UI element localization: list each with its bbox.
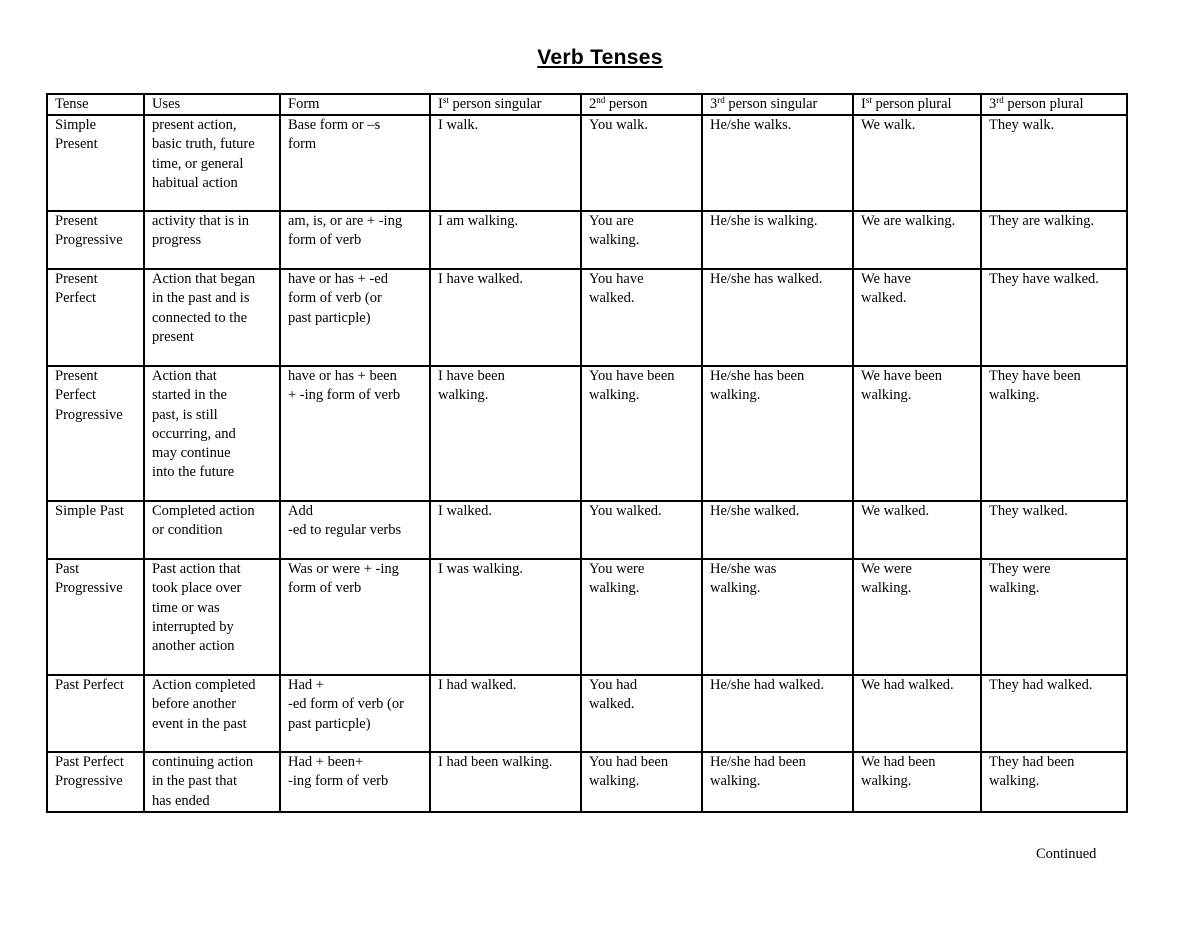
cell-text-line: They had walked. <box>989 677 1093 694</box>
cell-text-line: progress <box>152 232 202 249</box>
cell-text-line: Past Perfect <box>55 754 124 771</box>
header-text: Form <box>288 96 320 112</box>
cell-text-line: connected to the <box>152 309 248 326</box>
cell-text-line: walking. <box>438 387 489 404</box>
cell-text-line: Base form or –s <box>288 117 381 134</box>
table-cell-uses <box>144 501 280 559</box>
table-row <box>47 559 1127 675</box>
header-text: Tense <box>55 96 89 112</box>
cell-text-line: walking. <box>589 387 640 404</box>
cell-text-line: Action that began <box>152 271 256 288</box>
table-cell-third-person-plural <box>981 559 1127 675</box>
table-cell-uses <box>144 675 280 752</box>
cell-text-line: We have been <box>861 368 942 385</box>
cell-text-line: Had + <box>288 677 324 694</box>
cell-text-line: habitual action <box>152 174 238 191</box>
cell-text-line: walked. <box>861 290 907 307</box>
cell-text-line: They have walked. <box>989 271 1099 288</box>
cell-text-line: occurring, and <box>152 425 236 442</box>
cell-text-line: am, is, or are + -ing <box>288 213 403 230</box>
cell-text-line: I walk. <box>438 117 479 134</box>
cell-text-line: They were <box>989 561 1051 578</box>
cell-text-line: walking. <box>861 387 912 404</box>
cell-text-line: We had been <box>861 754 936 771</box>
cell-text-line: walking. <box>989 580 1040 597</box>
cell-text-line: You had been <box>589 754 669 771</box>
table-cell-second-person <box>581 501 702 559</box>
cell-text-line: -ed form of verb (or <box>288 696 404 713</box>
table-cell-uses <box>144 269 280 366</box>
header-superscript: rd <box>996 95 1004 105</box>
table-cell-tense <box>47 115 144 211</box>
cell-text-line: form <box>288 136 317 153</box>
table-cell-third-person-plural <box>981 501 1127 559</box>
header-text: 3 <box>710 96 718 112</box>
cell-text-line: present <box>152 328 194 345</box>
cell-text-line: past particple) <box>288 715 371 732</box>
table-cell-third-person-plural <box>981 675 1127 752</box>
cell-text-line: We have <box>861 271 911 288</box>
table-cell-uses <box>144 211 280 269</box>
table-cell-third-person-plural <box>981 115 1127 211</box>
table-cell-first-person-singular <box>430 269 581 366</box>
table-cell-first-person-singular <box>430 211 581 269</box>
cell-text-line: He/she walks. <box>710 117 792 134</box>
cell-text-line: Simple <box>55 117 97 134</box>
table-cell-form <box>280 366 430 501</box>
table-cell-third-person-plural <box>981 269 1127 366</box>
column-header-tense <box>47 94 144 115</box>
table-cell-second-person <box>581 115 702 211</box>
page-title: Verb Tenses <box>537 46 663 69</box>
cell-text-line: Add <box>288 503 313 520</box>
cell-text-line: into the future <box>152 464 235 481</box>
cell-text-line: + -ing form of verb <box>288 387 401 404</box>
table-row <box>47 366 1127 501</box>
table-cell-first-person-singular <box>430 675 581 752</box>
table-cell-form <box>280 675 430 752</box>
table-row <box>47 115 1127 211</box>
cell-text-line: Progressive <box>55 232 123 249</box>
cell-text-line: I have walked. <box>438 271 523 288</box>
table-cell-first-person-singular <box>430 115 581 211</box>
cell-text-line: may continue <box>152 445 231 462</box>
cell-text-line: He/she is walking. <box>710 213 818 230</box>
cell-text-line: He/she walked. <box>710 503 800 520</box>
header-superscript: rd <box>717 95 725 105</box>
cell-text-line: Perfect <box>55 387 97 404</box>
cell-text-line: Past action that <box>152 561 241 578</box>
header-text: person plural <box>1003 96 1084 112</box>
column-header-third-person-singular <box>702 94 853 115</box>
cell-text-line: Present <box>55 368 98 385</box>
table-cell-uses <box>144 115 280 211</box>
cell-text-line: walking. <box>861 773 912 790</box>
cell-text-line: have or has + -ed <box>288 271 388 288</box>
cell-text-line: Perfect <box>55 290 97 307</box>
column-header-form <box>280 94 430 115</box>
table-cell-third-person-plural <box>981 211 1127 269</box>
table-cell-first-person-plural <box>853 269 981 366</box>
table-cell-tense <box>47 211 144 269</box>
table-cell-form <box>280 115 430 211</box>
cell-text-line: walking. <box>989 773 1040 790</box>
table-cell-third-person-singular <box>702 211 853 269</box>
verb-tenses-table <box>46 93 1128 813</box>
cell-text-line: He/she has been <box>710 368 805 385</box>
table-cell-first-person-singular <box>430 752 581 812</box>
cell-text-line: have or has + been <box>288 368 397 385</box>
cell-text-line: walking. <box>861 580 912 597</box>
table-cell-second-person <box>581 269 702 366</box>
cell-text-line: walking. <box>589 232 640 249</box>
header-text: 2 <box>589 96 597 112</box>
cell-text-line: I was walking. <box>438 561 523 578</box>
table-cell-tense <box>47 366 144 501</box>
cell-text-line: -ing form of verb <box>288 773 389 790</box>
table-cell-second-person <box>581 752 702 812</box>
cell-text-line: We walked. <box>861 503 930 520</box>
table-cell-third-person-singular <box>702 501 853 559</box>
header-text: 3 <box>989 96 997 112</box>
cell-text-line: or condition <box>152 522 223 539</box>
table-cell-uses <box>144 752 280 812</box>
cell-text-line: walking. <box>589 773 640 790</box>
cell-text-line: time or was <box>152 599 220 616</box>
table-cell-uses <box>144 559 280 675</box>
table-cell-form <box>280 752 430 812</box>
cell-text-line: Past <box>55 561 80 578</box>
cell-text-line: walking. <box>710 773 761 790</box>
table-cell-tense <box>47 675 144 752</box>
cell-text-line: walking. <box>989 387 1040 404</box>
table-cell-third-person-singular <box>702 559 853 675</box>
cell-text-line: He/she was <box>710 561 777 578</box>
cell-text-line: Present <box>55 136 98 153</box>
cell-text-line: another action <box>152 638 235 655</box>
cell-text-line: We walk. <box>861 117 916 134</box>
cell-text-line: Past Perfect <box>55 677 124 694</box>
cell-text-line: He/she has walked. <box>710 271 823 288</box>
cell-text-line: You walk. <box>589 117 648 134</box>
cell-text-line: Simple Past <box>55 503 124 520</box>
cell-text-line: walking. <box>710 387 761 404</box>
table-cell-first-person-plural <box>853 366 981 501</box>
cell-text-line: Completed action <box>152 503 255 520</box>
table-cell-first-person-plural <box>853 675 981 752</box>
cell-text-line: in the past that <box>152 773 237 790</box>
header-superscript: st <box>442 95 449 105</box>
cell-text-line: present action, <box>152 117 237 134</box>
table-cell-first-person-plural <box>853 115 981 211</box>
cell-text-line: form of verb <box>288 580 362 597</box>
cell-text-line: He/she had walked. <box>710 677 824 694</box>
column-header-uses <box>144 94 280 115</box>
continued-note: Continued <box>1036 846 1097 862</box>
cell-text-line: Progressive <box>55 580 123 597</box>
cell-text-line: walked. <box>589 696 635 713</box>
cell-text-line: in the past and is <box>152 290 250 307</box>
cell-text-line: I walked. <box>438 503 492 520</box>
cell-text-line: -ed to regular verbs <box>288 522 402 539</box>
header-text: person singular <box>448 96 542 112</box>
cell-text-line: past particple) <box>288 309 371 326</box>
table-cell-first-person-singular <box>430 366 581 501</box>
cell-text-line: He/she had been <box>710 754 806 771</box>
table-cell-form <box>280 559 430 675</box>
cell-text-line: walking. <box>589 580 640 597</box>
table-row <box>47 675 1127 752</box>
cell-text-line: has ended <box>152 792 210 809</box>
cell-text-line: They walk. <box>989 117 1055 134</box>
cell-text-line: We are walking. <box>861 213 956 230</box>
cell-text-line: They walked. <box>989 503 1068 520</box>
table-cell-form <box>280 501 430 559</box>
table-cell-third-person-singular <box>702 115 853 211</box>
table-cell-third-person-plural <box>981 752 1127 812</box>
column-header-first-person-singular <box>430 94 581 115</box>
cell-text-line: We had walked. <box>861 677 954 694</box>
cell-text-line: They are walking. <box>989 213 1095 230</box>
header-text: I <box>861 96 866 112</box>
header-text: person <box>605 96 648 112</box>
cell-text-line: time, or general <box>152 155 244 172</box>
table-row <box>47 752 1127 812</box>
cell-text-line: interrupted by <box>152 618 234 635</box>
table-cell-form <box>280 211 430 269</box>
cell-text-line: Action that <box>152 368 217 385</box>
table-cell-first-person-plural <box>853 559 981 675</box>
table-row <box>47 211 1127 269</box>
table-row <box>47 501 1127 559</box>
cell-text-line: I had been walking. <box>438 754 553 771</box>
cell-text-line: They had been <box>989 754 1075 771</box>
cell-text-line: Was or were + -ing <box>288 561 399 578</box>
cell-text-line: started in the <box>152 387 227 404</box>
cell-text-line: You were <box>589 561 645 578</box>
cell-text-line: continuing action <box>152 754 254 771</box>
table-cell-third-person-singular <box>702 752 853 812</box>
column-header-first-person-plural <box>853 94 981 115</box>
cell-text-line: You have <box>589 271 644 288</box>
table-cell-form <box>280 269 430 366</box>
table-cell-third-person-singular <box>702 269 853 366</box>
table-cell-first-person-plural <box>853 752 981 812</box>
cell-text-line: form of verb (or <box>288 290 382 307</box>
table-cell-third-person-plural <box>981 366 1127 501</box>
cell-text-line: You have been <box>589 368 675 385</box>
header-text: person plural <box>871 96 952 112</box>
cell-text-line: We were <box>861 561 912 578</box>
table-cell-second-person <box>581 675 702 752</box>
table-cell-second-person <box>581 366 702 501</box>
table-cell-first-person-singular <box>430 501 581 559</box>
cell-text-line: You are <box>589 213 634 230</box>
column-header-third-person-plural <box>981 94 1127 115</box>
cell-text-line: walking. <box>710 580 761 597</box>
table-cell-tense <box>47 559 144 675</box>
table-cell-tense <box>47 501 144 559</box>
table-row <box>47 269 1127 366</box>
cell-text-line: I am walking. <box>438 213 519 230</box>
cell-text-line: Present <box>55 213 98 230</box>
cell-text-line: event in the past <box>152 715 247 732</box>
cell-text-line: form of verb <box>288 232 362 249</box>
header-text: Uses <box>152 96 181 112</box>
cell-text-line: walked. <box>589 290 635 307</box>
cell-text-line: You had <box>589 677 638 694</box>
table-cell-tense <box>47 752 144 812</box>
cell-text-line: You walked. <box>589 503 662 520</box>
table-cell-first-person-plural <box>853 501 981 559</box>
cell-text-line: I had walked. <box>438 677 517 694</box>
table-cell-uses <box>144 366 280 501</box>
cell-text-line: I have been <box>438 368 505 385</box>
table-cell-first-person-plural <box>853 211 981 269</box>
cell-text-line: before another <box>152 696 237 713</box>
table-cell-tense <box>47 269 144 366</box>
header-text: I <box>438 96 443 112</box>
cell-text-line: Progressive <box>55 406 123 423</box>
cell-text-line: basic truth, future <box>152 136 255 153</box>
cell-text-line: took place over <box>152 580 242 597</box>
table-cell-second-person <box>581 559 702 675</box>
table-cell-first-person-singular <box>430 559 581 675</box>
cell-text-line: activity that is in <box>152 213 250 230</box>
cell-text-line: Had + been+ <box>288 754 364 771</box>
table-cell-third-person-singular <box>702 675 853 752</box>
cell-text-line: Present <box>55 271 98 288</box>
column-header-second-person <box>581 94 702 115</box>
table-cell-second-person <box>581 211 702 269</box>
header-superscript: st <box>865 95 872 105</box>
cell-text-line: past, is still <box>152 406 218 423</box>
table-header-row <box>47 94 1127 115</box>
cell-text-line: Action completed <box>152 677 256 694</box>
header-superscript: nd <box>596 95 606 105</box>
cell-text-line: Progressive <box>55 773 123 790</box>
table-cell-third-person-singular <box>702 366 853 501</box>
cell-text-line: They have been <box>989 368 1081 385</box>
header-text: person singular <box>724 96 818 112</box>
